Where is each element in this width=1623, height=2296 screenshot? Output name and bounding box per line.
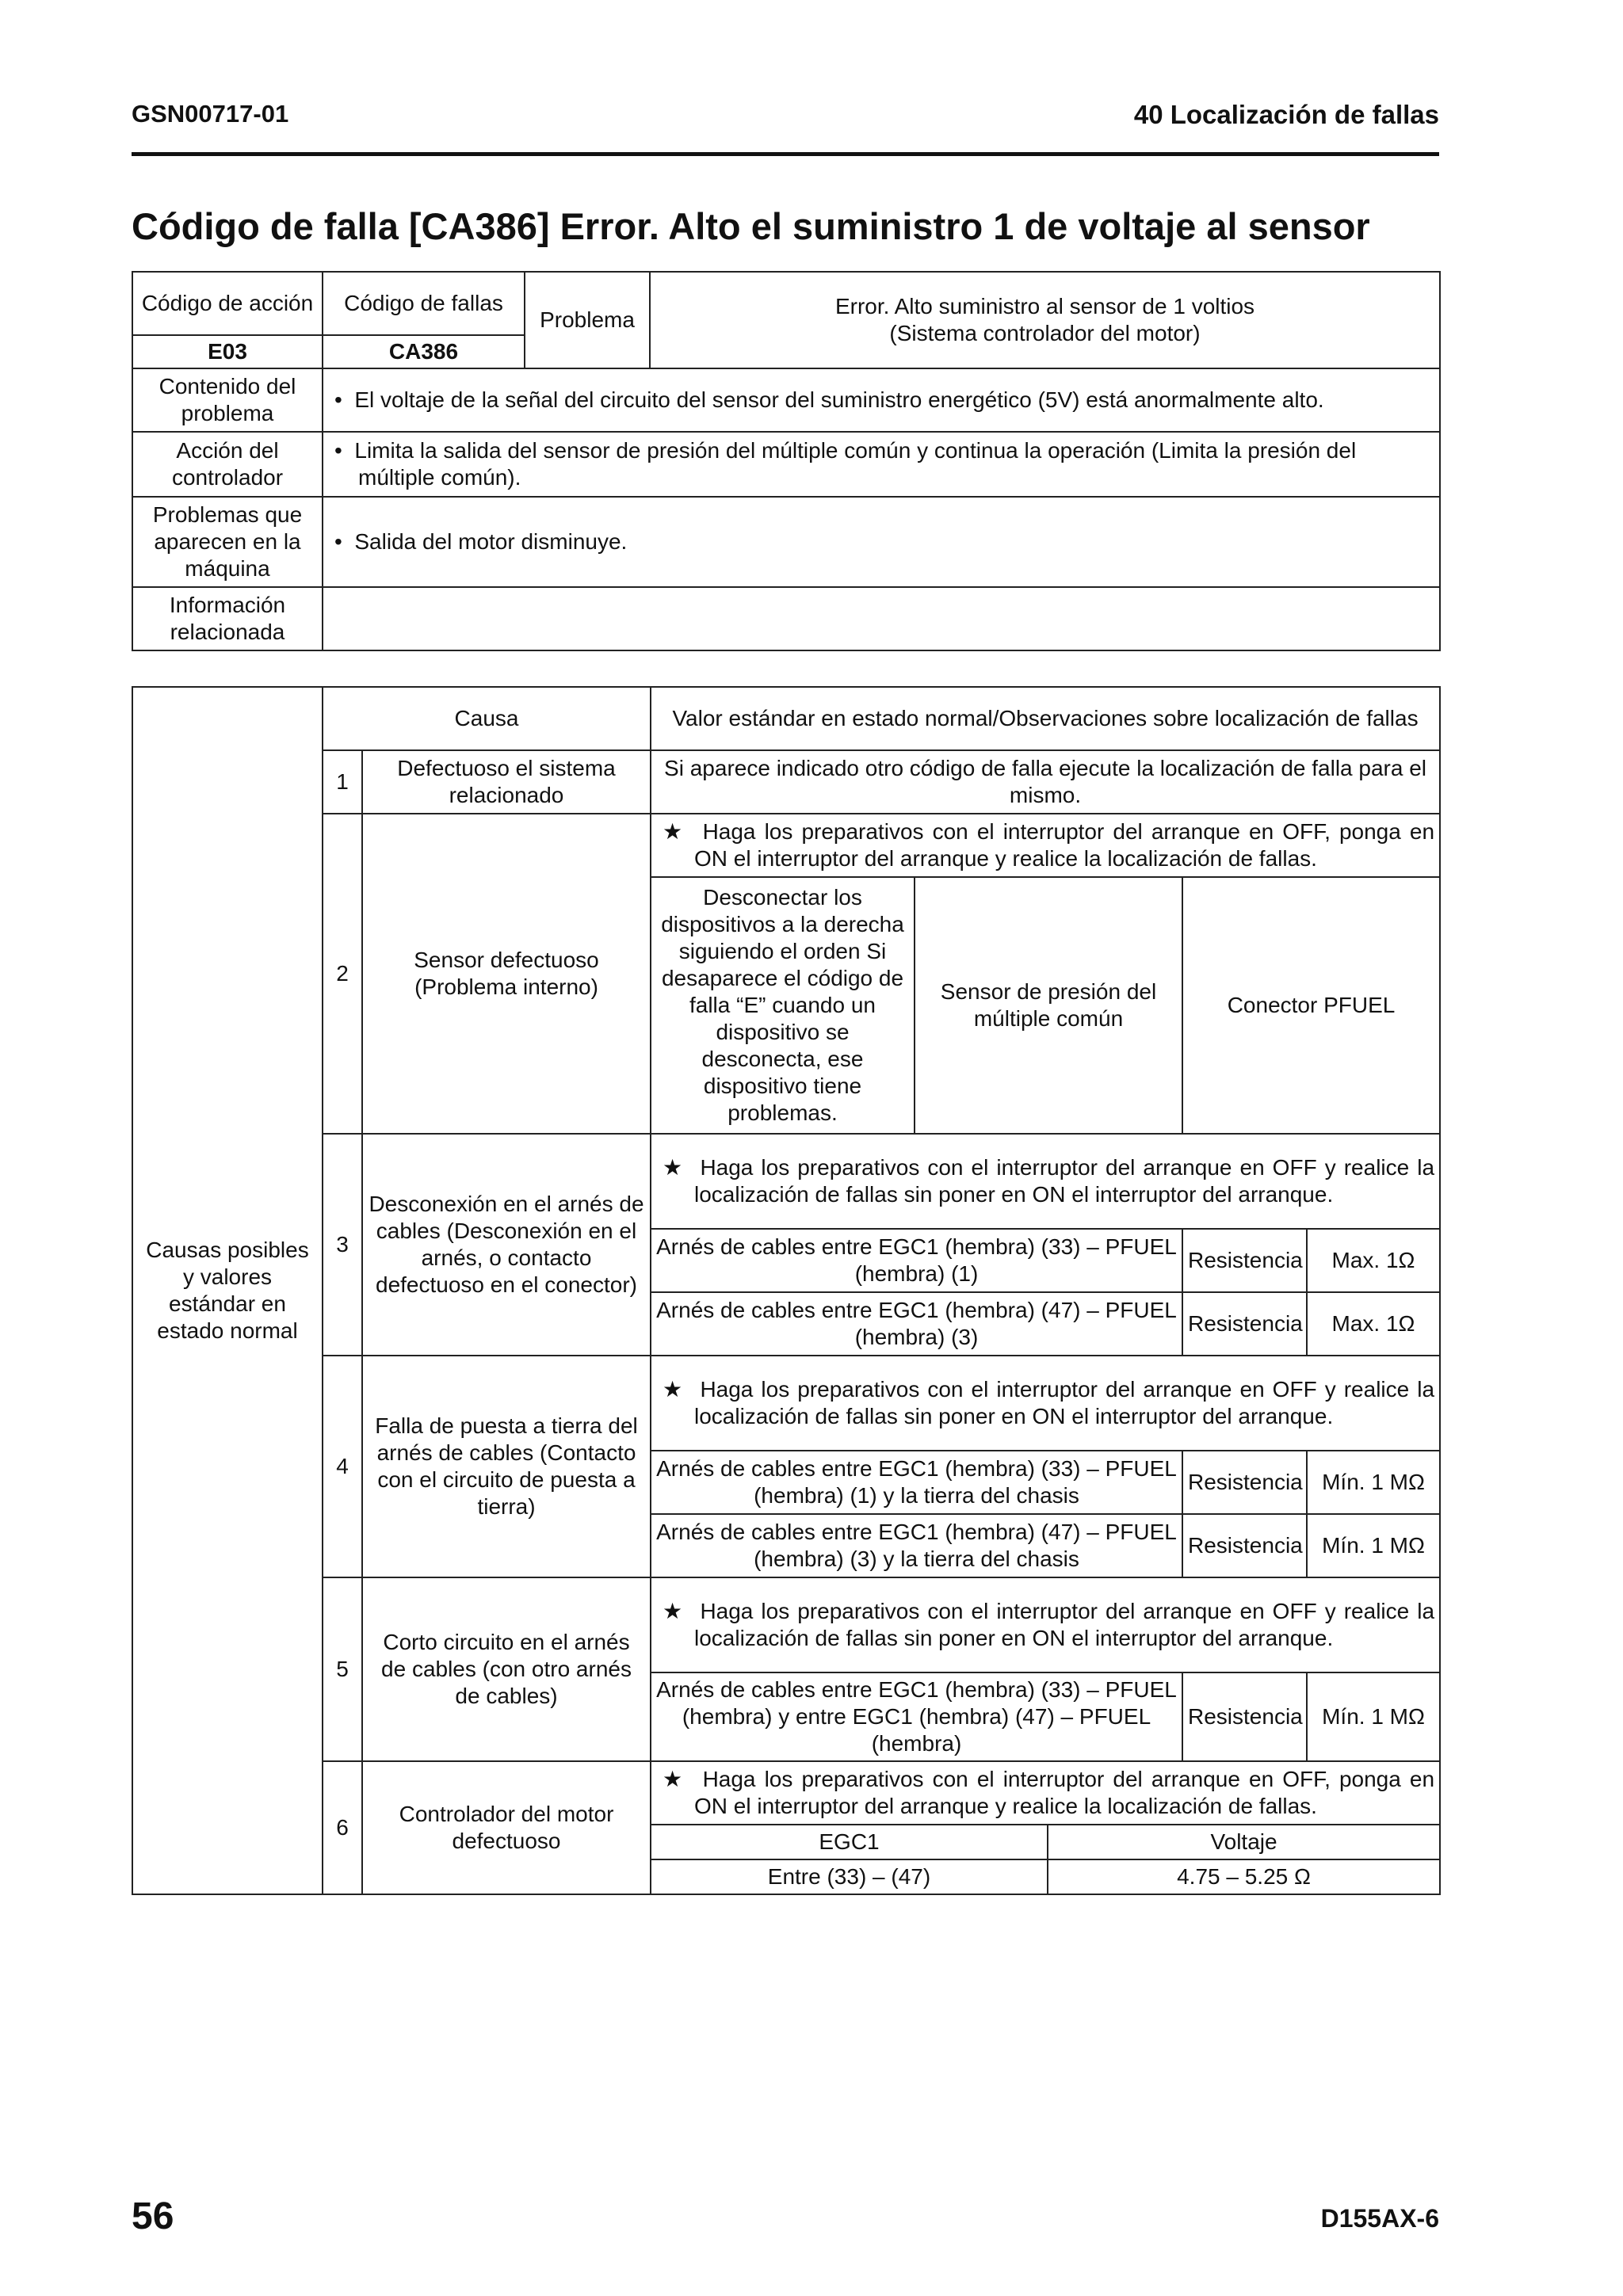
measure-value-a: Entre (33) – (47): [651, 1859, 1048, 1894]
cause-text: Corto circuito en el arnés de cables (con otro arnés de cables): [362, 1577, 651, 1761]
check-item: Arnés de cables entre EGC1 (hembra) (47) – PFUEL (hembra) (3) y la tierra del chasis: [651, 1514, 1182, 1577]
table-row: [132, 1134, 1440, 1229]
cause-note: ★ Haga los preparativos con el interruptor del arranque en OFF y realice la localización de fallas sin poner en ON el interruptor del arranque.: [651, 1577, 1440, 1672]
star-icon: ★: [663, 819, 685, 844]
measure-column-a: EGC1: [651, 1825, 1048, 1859]
measure-column-b: Voltaje: [1048, 1825, 1440, 1859]
check-type: Resistencia: [1182, 1292, 1307, 1356]
device-name: Sensor de presión del múltiple común: [915, 877, 1182, 1134]
check-value: Mín. 1 MΩ: [1307, 1514, 1440, 1577]
action-code-label: Código de acción: [132, 272, 323, 335]
cause-column-header: Causa: [323, 687, 651, 750]
problem-text-line-1: Error. Alto suministro al sensor de 1 voltios: [834, 294, 1255, 318]
connector-name: Conector PFUEL: [1182, 877, 1440, 1134]
cause-note: ★ Haga los preparativos con el interruptor del arranque en OFF y realice la localización de fallas sin poner en ON el interruptor del arranque.: [651, 1356, 1440, 1451]
problem-content-label: Contenido del problema: [132, 368, 323, 432]
cause-note: ★ Haga los preparativos con el interruptor del arranque en OFF, ponga en ON el interruptor del arranque y realice la localización de fallas.: [651, 1761, 1440, 1825]
check-item: Arnés de cables entre EGC1 (hembra) (33) – PFUEL (hembra) (1) y la tierra del chasis: [651, 1451, 1182, 1514]
table-row: [132, 750, 1440, 814]
model-code: D155AX-6: [1320, 2204, 1439, 2233]
cause-number: 5: [323, 1577, 362, 1761]
table-row: [132, 1761, 1440, 1825]
causes-side-label: Causas posibles y valores estándar en estado normal: [132, 687, 323, 1894]
star-icon: ★: [663, 1599, 685, 1623]
check-type: Resistencia: [1182, 1229, 1307, 1292]
table-row: [132, 814, 1440, 877]
problem-content-text: • El voltaje de la señal del circuito del sensor del suministro energético (5V) está anormalmente alto.: [323, 368, 1440, 432]
action-code-value: E03: [132, 335, 323, 368]
cause-note: ★ Haga los preparativos con el interruptor del arranque en OFF, ponga en ON el interruptor del arranque y realice la localización de fallas.: [651, 814, 1440, 877]
page-number: 56: [132, 2195, 174, 2237]
table-row: [132, 1577, 1440, 1672]
related-info-text: [323, 587, 1440, 650]
value-column-header: Valor estándar en estado normal/Observaciones sobre localización de fallas: [651, 687, 1440, 750]
cause-number: 3: [323, 1134, 362, 1356]
star-icon: ★: [663, 1377, 685, 1402]
cause-text: Falla de puesta a tierra del arnés de cables (Contacto con el circuito de puesta a tierra): [362, 1356, 651, 1577]
causes-table: [132, 686, 1441, 1895]
document-code: GSN00717-01: [132, 100, 289, 128]
failure-code-label: Código de fallas: [323, 272, 525, 335]
cause-number: 6: [323, 1761, 362, 1894]
page-header: [132, 100, 1439, 139]
table-row: [132, 1356, 1440, 1451]
section-title: 40 Localización de fallas: [1133, 100, 1439, 129]
header-divider: [132, 152, 1439, 156]
bullet: •: [334, 387, 342, 412]
machine-problems-label: Problemas que aparecen en la máquina: [132, 497, 323, 587]
cause-number: 4: [323, 1356, 362, 1577]
controller-action-text: • Limita la salida del sensor de presión del múltiple común y continua la operación (Limita la presión del múltiple común).: [323, 432, 1440, 497]
cause-text: Defectuoso el sistema relacionado: [362, 750, 651, 814]
star-icon: ★: [663, 1767, 685, 1791]
cause-number: 1: [323, 750, 362, 814]
machine-problems-text: • Salida del motor disminuye.: [323, 497, 1440, 587]
related-info-label: Información relacionada: [132, 587, 323, 650]
check-value: Max. 1Ω: [1307, 1229, 1440, 1292]
star-icon: ★: [663, 1155, 685, 1180]
cause-number: 2: [323, 814, 362, 1134]
check-item: Arnés de cables entre EGC1 (hembra) (47) – PFUEL (hembra) (3): [651, 1292, 1182, 1356]
disconnect-instruction: Desconectar los dispositivos a la derecha siguiendo el orden Si desaparece el código de falla “E” cuando un dispositivo se desconecta, ese dispositivo tiene problemas.: [651, 877, 915, 1134]
check-item: Arnés de cables entre EGC1 (hembra) (33) – PFUEL (hembra) (1): [651, 1229, 1182, 1292]
controller-action-label: Acción del controlador: [132, 432, 323, 497]
page-title: Código de falla [CA386] Error. Alto el suministro 1 de voltaje al sensor: [132, 205, 1370, 247]
cause-note: Si aparece indicado otro código de falla ejecute la localización de falla para el mismo.: [651, 750, 1440, 814]
cause-text: Controlador del motor defectuoso: [362, 1761, 651, 1894]
bullet: •: [334, 529, 342, 554]
check-value: Mín. 1 MΩ: [1307, 1672, 1440, 1761]
check-type: Resistencia: [1182, 1514, 1307, 1577]
failure-code-value: CA386: [323, 335, 525, 368]
failure-summary-table: [132, 271, 1441, 651]
check-value: Max. 1Ω: [1307, 1292, 1440, 1356]
cause-note: ★ Haga los preparativos con el interruptor del arranque en OFF y realice la localización de fallas sin poner en ON el interruptor del arranque.: [651, 1134, 1440, 1229]
bullet: •: [334, 438, 342, 463]
check-value: Mín. 1 MΩ: [1307, 1451, 1440, 1514]
check-item: Arnés de cables entre EGC1 (hembra) (33) – PFUEL (hembra) y entre EGC1 (hembra) (47) – PFUEL (hembra): [651, 1672, 1182, 1761]
problem-text-line-2: (Sistema controlador del motor): [889, 321, 1201, 345]
cause-text: Sensor defectuoso (Problema interno): [362, 814, 651, 1134]
problem-description: [650, 272, 1440, 368]
measure-value-b: 4.75 – 5.25 Ω: [1048, 1859, 1440, 1894]
cause-text: Desconexión en el arnés de cables (Desconexión en el arnés, o contacto defectuoso en el conector): [362, 1134, 651, 1356]
problem-label: Problema: [525, 272, 650, 368]
check-type: Resistencia: [1182, 1451, 1307, 1514]
check-type: Resistencia: [1182, 1672, 1307, 1761]
